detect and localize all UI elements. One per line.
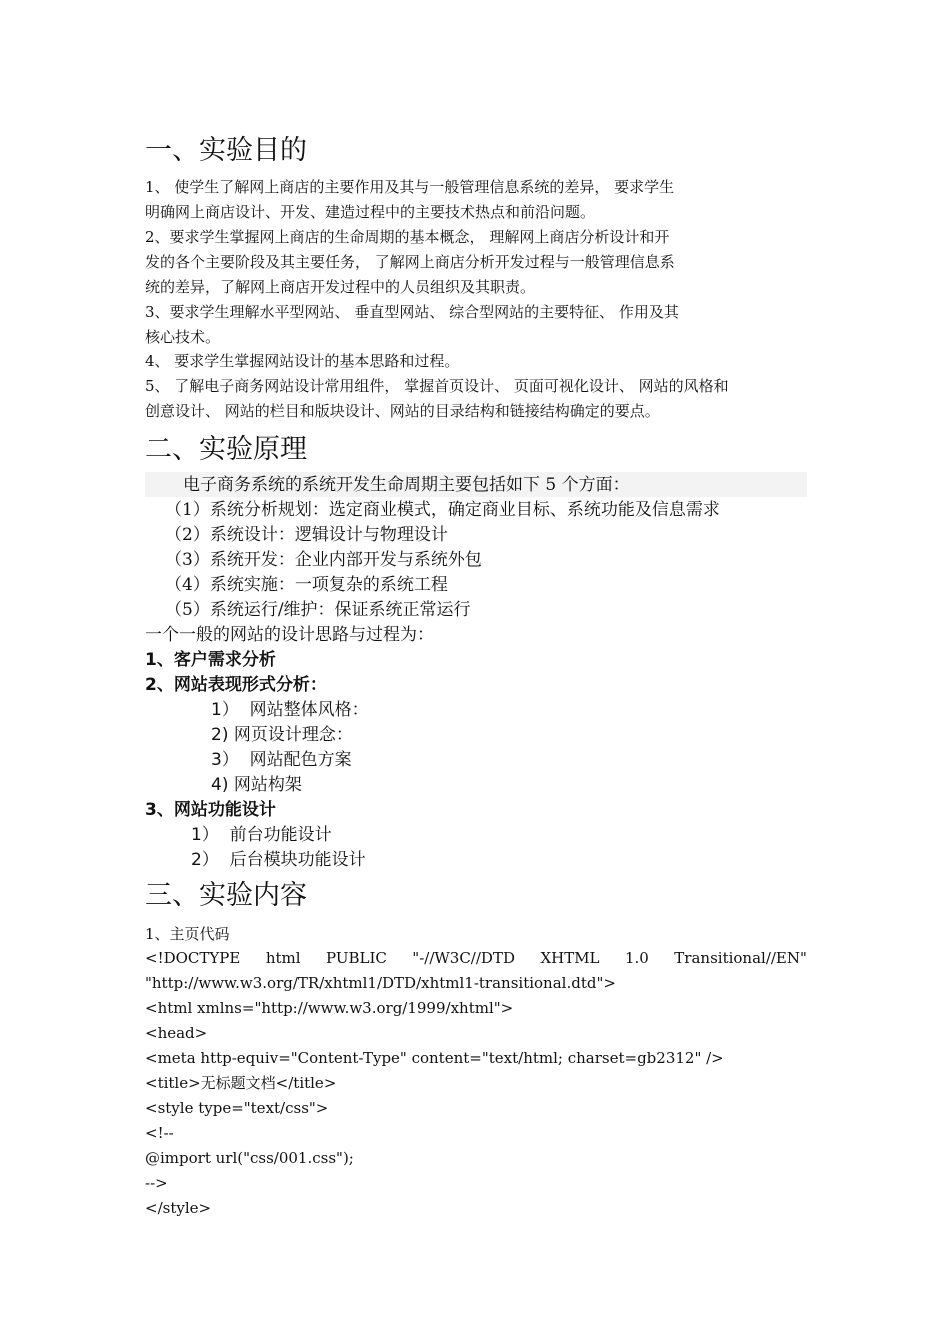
paragraph-line: 2、要求学生掌握网上商店的生命周期的基本概念， 理解网上商店分析设计和开 [145, 228, 670, 246]
subsection-label: 1、主页代码 [145, 925, 230, 943]
sub-item-number: 1） [211, 700, 239, 720]
paragraph-line: 4、 要求学生掌握网站设计的基本思路和过程。 [145, 352, 460, 370]
sub-item-number: 3） [211, 750, 239, 770]
paragraph-line: 创意设计、 网站的栏目和版块设计、网站的目录结构和链接结构确定的要点。 [145, 402, 660, 420]
step-heading: 2、网站表现形式分析： [145, 675, 327, 695]
lifecycle-item: （3）系统开发：企业内部开发与系统外包 [165, 550, 482, 570]
sub-item-text: 前台功能设计 [229, 825, 332, 845]
sub-item-number: 2) [211, 725, 229, 745]
section-3-heading: 三、实验内容 [145, 880, 307, 911]
paragraph-line: 5、 了解电子商务网站设计常用组件， 掌握首页设计、 页面可视化设计、 网站的风格和 [145, 377, 729, 395]
sub-item-text: 网站整体风格： [249, 700, 369, 720]
sub-item-text: 后台模块功能设计 [229, 850, 366, 870]
sub-item [211, 699, 369, 721]
code-line: <style type="text/css"> [145, 1099, 329, 1117]
code-line: --> [145, 1174, 168, 1192]
process-intro: 一个一般的网站的设计思路与过程为： [145, 625, 434, 645]
code-token: "-//W3C//DTD [412, 949, 515, 967]
lifecycle-item: （5）系统运行/维护：保证系统正常运行 [165, 600, 471, 620]
code-line: </style> [145, 1199, 212, 1217]
code-line: <html xmlns="http://www.w3.org/1999/xhtml"> [145, 999, 514, 1017]
code-line: <title>无标题文档</title> [145, 1074, 337, 1092]
code-token: 1.0 [624, 949, 649, 967]
sub-item [211, 724, 353, 746]
code-token: XHTML [540, 949, 600, 967]
section-1-heading: 一、实验目的 [145, 135, 307, 166]
sub-item [211, 749, 352, 771]
paragraph-line: 统的差异，了解网上商店开发过程中的人员组织及其职责。 [145, 278, 536, 296]
code-line: <!-- [145, 1124, 174, 1142]
lifecycle-item: （2）系统设计：逻辑设计与物理设计 [165, 525, 448, 545]
code-line-doctype [145, 948, 807, 968]
sub-item-number: 1） [191, 825, 219, 845]
lifecycle-item: （1）系统分析规划：选定商业模式，确定商业目标、系统功能及信息需求 [165, 500, 720, 520]
paragraph-line: 1、 使学生了解网上商店的主要作用及其与一般管理信息系统的差异， 要求学生 [145, 178, 675, 196]
sub-item [191, 849, 366, 871]
paragraph-line: 发的各个主要阶段及其主要任务， 了解网上商店分析开发过程与一般管理信息系 [145, 253, 675, 271]
sub-item-number: 4) [211, 775, 229, 795]
code-token: <!DOCTYPE [145, 949, 241, 967]
paragraph-line: 核心技术。 [145, 328, 221, 346]
sub-item-text: 网页设计理念： [233, 725, 353, 745]
code-line: "http://www.w3.org/TR/xhtml1/DTD/xhtml1-transitional.dtd"> [145, 974, 616, 992]
code-token: html [265, 949, 301, 967]
code-line: <meta http-equiv="Content-Type" content="text/html; charset=gb2312" /> [145, 1049, 724, 1067]
section-2-heading: 二、实验原理 [145, 434, 307, 465]
paragraph-line: 3、要求学生理解水平型网站、 垂直型网站、 综合型网站的主要特征、 作用及其 [145, 303, 679, 321]
step-heading: 1、客户需求分析 [145, 650, 276, 670]
sub-item [211, 774, 302, 796]
sub-item-number: 2） [191, 850, 219, 870]
code-line: <head> [145, 1024, 208, 1042]
sub-item-text: 网站配色方案 [249, 750, 352, 770]
code-line: @import url("css/001.css"); [145, 1149, 354, 1167]
paragraph-line: 明确网上商店设计、开发、建造过程中的主要技术热点和前沿问题。 [145, 203, 596, 221]
code-token: PUBLIC [325, 949, 387, 967]
lifecycle-item: （4）系统实施：一项复杂的系统工程 [165, 575, 448, 595]
sub-item-text: 网站构架 [233, 775, 302, 795]
code-token: Transitional//EN" [674, 949, 807, 967]
sub-item [191, 824, 332, 846]
step-heading: 3、网站功能设计 [145, 800, 276, 820]
principle-intro: 电子商务系统的系统开发生命周期主要包括如下 5 个方面： [183, 475, 630, 495]
